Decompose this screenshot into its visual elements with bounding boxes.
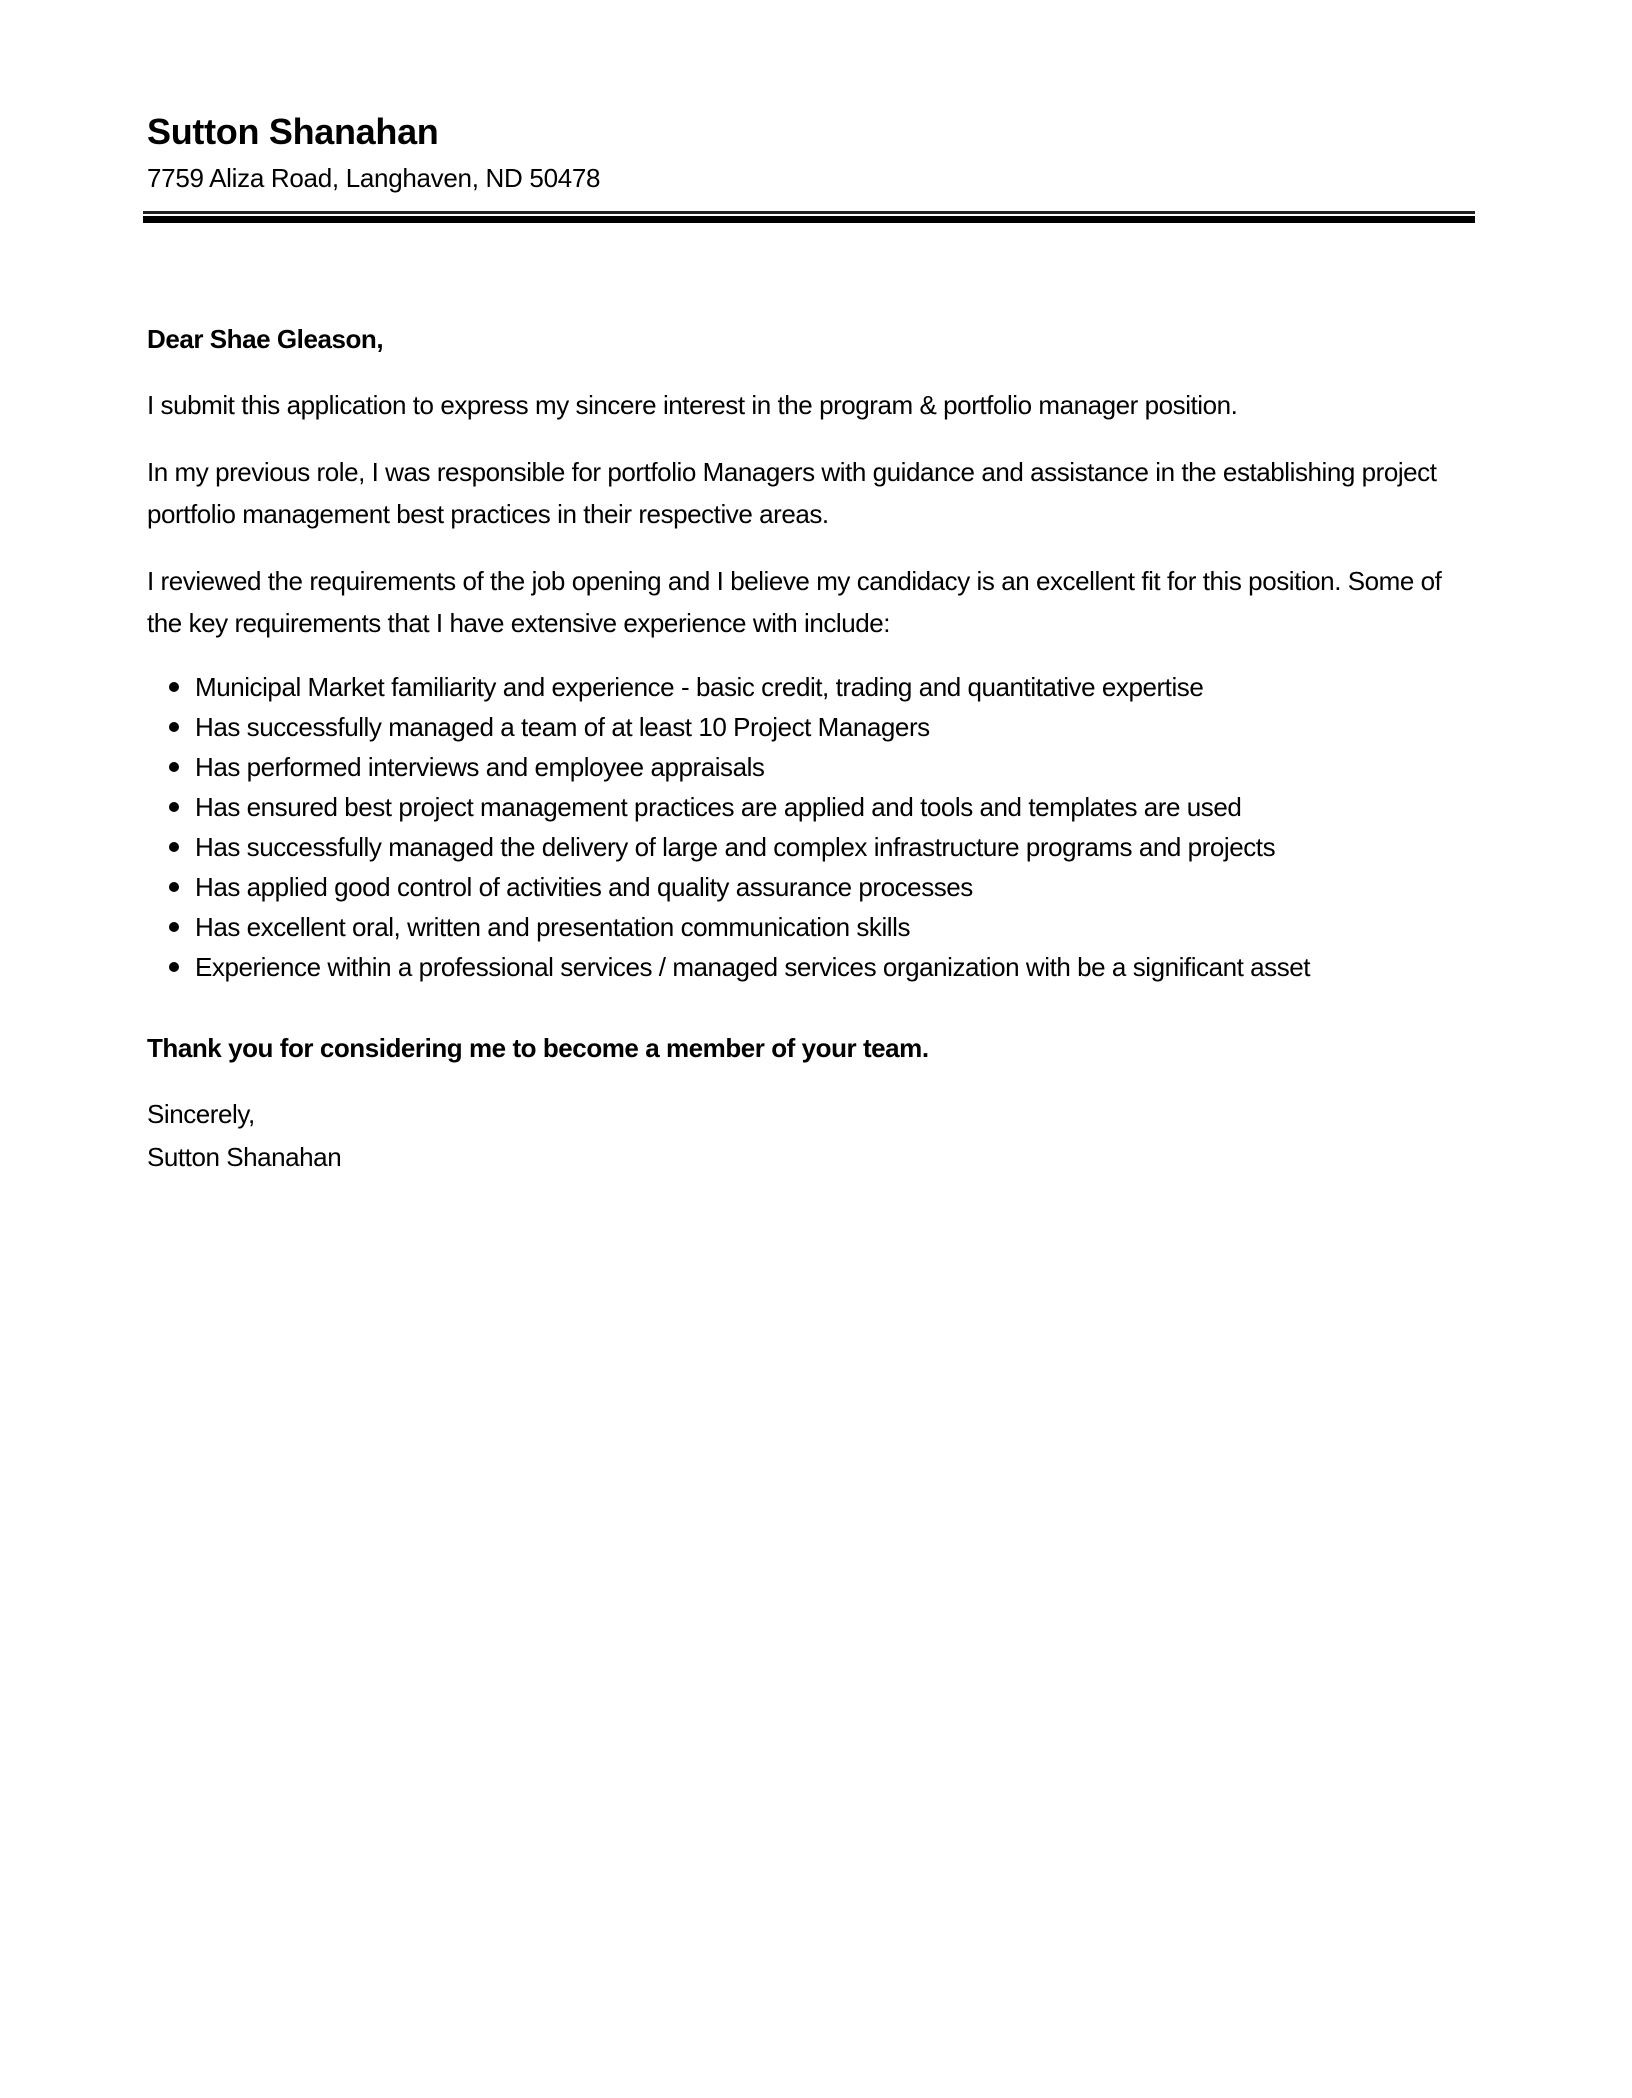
salutation: Dear Shae Gleason, <box>147 324 384 354</box>
bullet-icon <box>169 922 179 932</box>
bullet-icon <box>169 722 179 732</box>
bullet-icon <box>169 962 179 972</box>
signoff: Sincerely, <box>147 1099 255 1129</box>
bullet-icon <box>169 882 179 892</box>
sender-name: Sutton Shanahan <box>147 111 439 152</box>
list-item-text: Has performed interviews and employee appraisals <box>195 752 765 782</box>
list-item-text: Experience within a professional services / managed services organization with be a significant asset <box>195 952 1311 982</box>
list-item-text: Has successfully managed the delivery of large and complex infrastructure programs and projects <box>195 832 1276 862</box>
closing-statement: Thank you for considering me to become a member of your team. <box>147 1033 929 1063</box>
list-item-text: Has ensured best project management practices are applied and tools and templates are used <box>195 792 1242 822</box>
paragraph-requirements-intro: I reviewed the requirements of the job opening and I believe my candidacy is an excellent fit for this position. Some of the key requirements that I have extensive experience with include: <box>147 566 1442 638</box>
list-item-text: Municipal Market familiarity and experience - basic credit, trading and quantitative expertise <box>195 672 1204 702</box>
list-item <box>147 667 1547 707</box>
header-divider <box>143 211 1475 223</box>
list-item <box>147 867 1547 907</box>
signature-name: Sutton Shanahan <box>147 1142 342 1172</box>
list-item <box>147 947 1547 987</box>
bullet-icon <box>169 802 179 812</box>
bullet-icon <box>169 842 179 852</box>
list-item-text: Has successfully managed a team of at least 10 Project Managers <box>195 712 930 742</box>
requirements-list <box>147 667 1547 987</box>
list-item-text: Has excellent oral, written and presentation communication skills <box>195 912 910 942</box>
list-item <box>147 787 1547 827</box>
list-item-text: Has applied good control of activities and quality assurance processes <box>195 872 973 902</box>
paragraph-previous-role: In my previous role, I was responsible for portfolio Managers with guidance and assistance in the establishing project portfolio management best practices in their respective areas. <box>147 457 1437 529</box>
header-divider-thick <box>143 216 1475 223</box>
list-item <box>147 907 1547 947</box>
list-item <box>147 827 1547 867</box>
list-item <box>147 707 1547 747</box>
paragraph-intro: I submit this application to express my sincere interest in the program & portfolio manager position. <box>147 390 1238 420</box>
bullet-icon <box>169 762 179 772</box>
list-item <box>147 747 1547 787</box>
bullet-icon <box>169 682 179 692</box>
sender-address: 7759 Aliza Road, Langhaven, ND 50478 <box>147 163 601 193</box>
